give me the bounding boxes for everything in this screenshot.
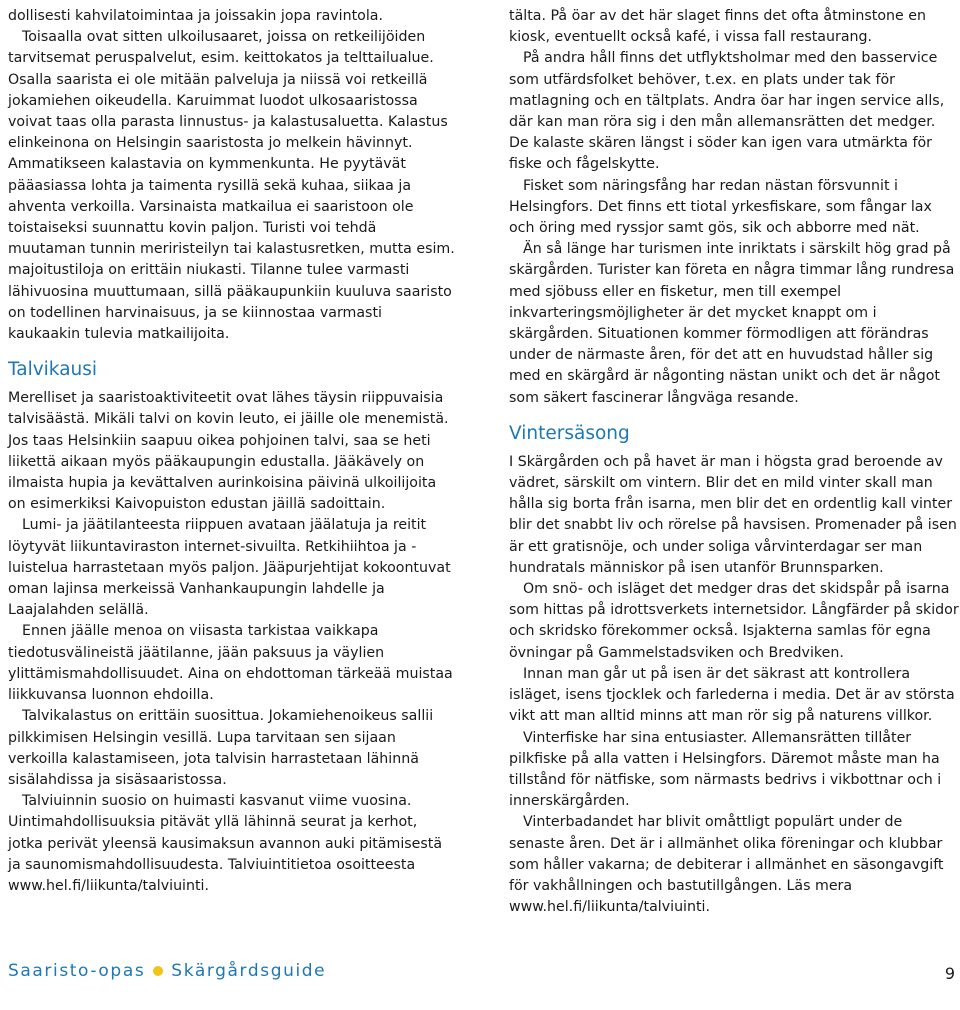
paragraph: Talvikalastus on erittäin suosittua. Jokamiehenoikeus sallii pilkkimisen Helsingin vesillä. Lupa tarvitaan sen sijaan verkoilla kalastamiseen, jota talvisin harrastetaan lähinnä sisälahdissa ja sisäsaaristossa. bbox=[8, 708, 434, 788]
footer-title-finnish: Saaristo-opas bbox=[8, 961, 146, 981]
paragraph: tälta. På öar av det här slaget finns det ofta åtminstone en kiosk, eventuellt också kafé, i vissa fall restaurang. bbox=[509, 8, 926, 46]
paragraph: Vinterfiske har sina entusiaster. Allemansrätten tillåter pilkfiske på alla vatten i Helsingfors. Däremot måste man ha tillstånd för nätfiske, som närmasts bedrivs i vikbottnar och i innerskärgården. bbox=[509, 729, 942, 810]
section-heading-talvikausi: Talvikausi bbox=[8, 359, 98, 381]
paragraph: Om snö- och isläget det medger dras det skidspår på isarna som hittas på idrottsverkets internetsidor. Långfärder på skidor och skridsko förekommer också. Isjakterna samlas för egna övningar på Gammelstadsviken och Bredviken. bbox=[509, 581, 959, 661]
paragraph: Vinterbadandet har blivit omåttligt populärt under de senaste åren. Det är i allmänhet olika föreningar och klubbar som håller vakarna; de debiterar i allmänhet en säsongavgift för vakhållningen och bastutillgången. Läs mera www.hel.fi/liikunta/talviuinti. bbox=[509, 814, 944, 916]
bullet-dot-icon bbox=[153, 966, 163, 976]
finnish-column bbox=[8, 6, 456, 897]
paragraph: På andra håll finns det utflyktsholmar med den basservice som utfärdsfolket behöver, t.ex. en plats under tak för matlagning och en tältplats. Andra öar har ingen service alls, där kan man röra sig i den mån allemansrätten det medger. De kalaste skären längst i söder kan igen vara utmärkta för fiske och fågelskytte. bbox=[509, 50, 945, 173]
paragraph: Än så länge har turismen inte inriktats i särskilt hög grad på skärgården. Turister kan företa en några timmar lång rundresa med sjöbuss eller en fisketur, men till exempel inkvarteringsmöjligheter är det mycket knappt om i skärgården. Situationen kommer förmodligen att förändras under de närmaste åren, för det att en huvudstad håller sig med en skärgård är någonting nästan unikt och det är något som säkert fascinerar långväga resande. bbox=[509, 241, 955, 406]
section-heading-vintersasong: Vintersäsong bbox=[509, 422, 630, 444]
paragraph: dollisesti kahvilatoimintaa ja joissakin jopa ravintola. bbox=[8, 8, 383, 24]
swedish-column bbox=[509, 6, 959, 918]
paragraph: Innan man går ut på isen är det säkrast att kontrollera isläget, isens tjocklek och farlederna i media. Det är av största vikt att man alltid minns att man rör sig på naturens villkor. bbox=[509, 665, 955, 725]
paragraph: Talviuinnin suosio on huimasti kasvanut viime vuosina. Uintimahdollisuuksia pitävät yllä lähinnä seurat ja kerhot, jotka perivät yleensä kausimaksun avannon auki pitämisestä ja saunomismahdollisuudesta. Talviuintitietoa osoitteesta www.hel.fi/liikunta/talviuinti. bbox=[8, 793, 443, 894]
paragraph: Toisaalla ovat sitten ulkoilusaaret, joissa on retkeilijöiden tarvitsemat peruspalvelut, esim. keittokatos ja telttailualue. Osalla saarista ei ole mitään palveluja ja niissä voi retkeillä jokamiehen oikeudella. Karuimmat luodot ulkosaaristossa voivat taas olla parasta linnustus- ja kalastusaluetta. Kalastus elinkeinona on Helsingin saaristosta jo melkein hävinnyt. Ammatikseen kalastavia on kymmenkunta. He pyytävät pääasiassa lohta ja taimenta rysillä sekä kuhaa, siikaa ja ahventa verkoilla. Varsinaista matkailua ei saaristoon ole toistaiseksi suunnattu kovin paljon. Turisti voi tehdä muutaman tunnin meriristeilyn tai kalastusretken, mutta esim. majoitustiloja on erittäin niukasti. Tilanne tulee varmasti lähivuosina muuttumaan, sillä pääkaupunkiin kuuluva saaristo on todellinen harvinaisuus, ja se kiinnostaa varmasti kaukaakin tulevia matkailijoita. bbox=[8, 29, 455, 343]
footer-title-swedish: Skärgårdsguide bbox=[171, 961, 327, 981]
paragraph: I Skärgården och på havet är man i högsta grad beroende av vädret, särskilt om vintern. Blir det en mild vinter skall man hålla sig borta från isarna, men blir det en ordentlig kall vinter blir det snabbt liv och rörelse på havsisen. Promenader på isen är ett gratisnöje, och under soliga vårvinterdagar ser man hundratals människor på isen utanför Brunnsparken. bbox=[509, 453, 957, 576]
paragraph: Ennen jäälle menoa on viisasta tarkistaa vaikkapa tiedotusvälineistä jäätilanne, jään paksuus ja väylien ylittämismahdollisuudet. Aina on ehdottoman tärkeää muistaa liikkuvansa luonnon ehdoilla. bbox=[8, 623, 453, 704]
paragraph: Lumi- ja jäätilanteesta riippuen avataan jäälatuja ja reitit löytyvät liikuntaviraston internet-sivuilta. Retkihiihtoa ja -luistelua harrastetaan myös paljon. Jääpurjehtijat kokoontuvat oman lajinsa merkeissä Vanhankaupungin lahdelle ja Laajalahden selällä. bbox=[8, 517, 451, 619]
page-number: 9 bbox=[944, 964, 955, 983]
paragraph: Merelliset ja saaristoaktiviteetit ovat lähes täysin riippuvaisia talvisäästä. Mikäli talvi on kovin leuto, ei jäille ole menemistä. Jos taas Helsinkiin saapuu oikea pohjoinen talvi, saa se heti liikettä aikaan myös pääkaupungin edustalla. Jääkävely on ilmaista hupia ja kevättalven aurinkoisina päivinä ulkoilijoita on esimerkiksi Kaivopuiston edustan jäillä sadoittain. bbox=[8, 390, 449, 513]
running-footer bbox=[8, 961, 326, 981]
paragraph: Fisket som näringsfång har redan nästan försvunnit i Helsingfors. Det finns ett tiotal yrkesfiskare, som fångar lax och öring med ryssjor samt gös, sik och abborre med nät. bbox=[509, 177, 932, 237]
